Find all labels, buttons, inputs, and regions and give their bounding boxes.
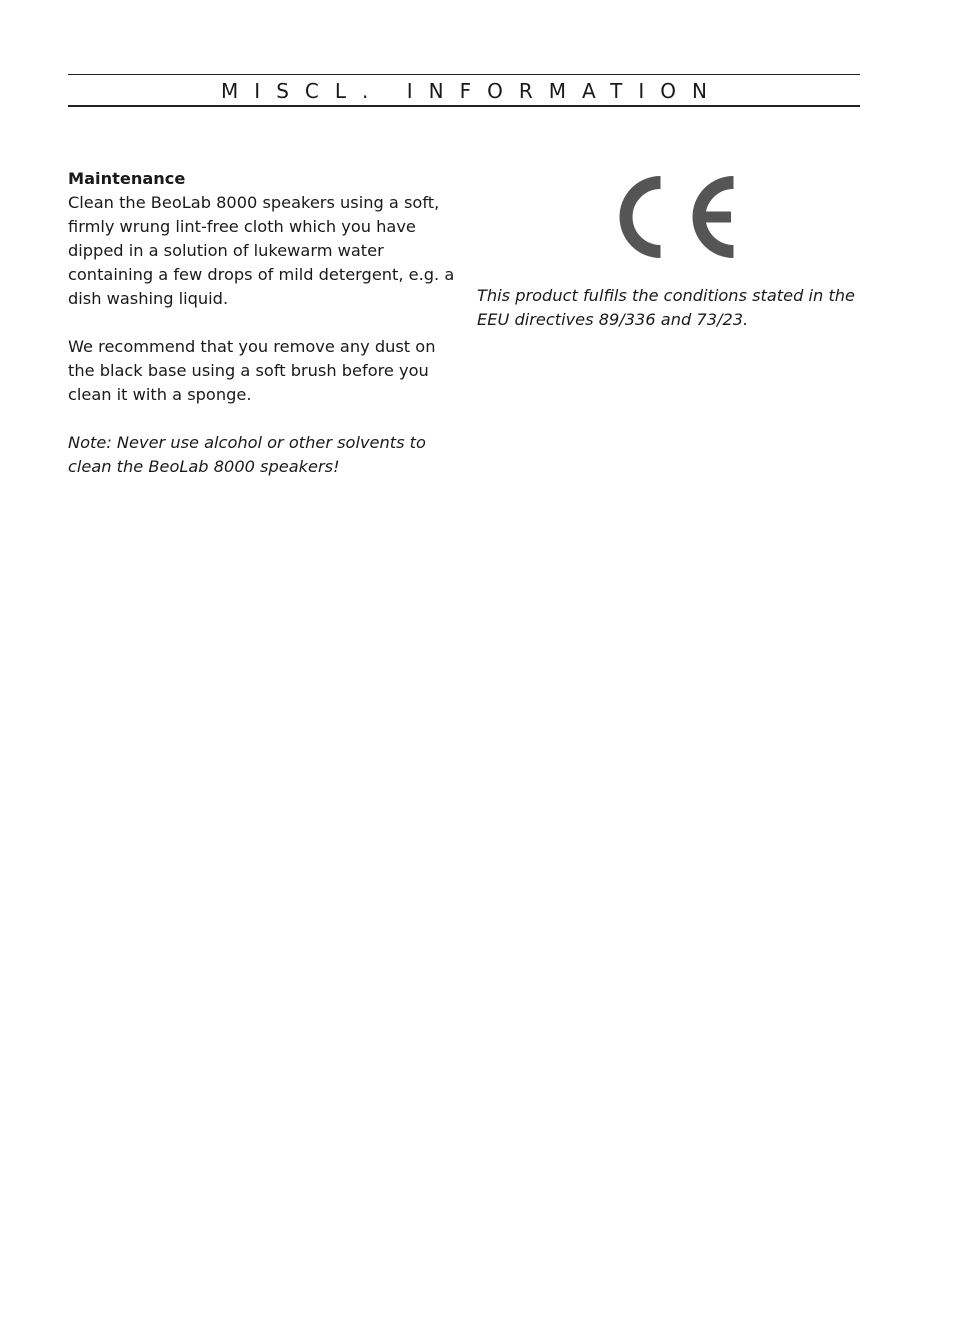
page-header xyxy=(68,74,860,107)
maintenance-paragraph-2: We recommend that you remove any dust on the black base using a soft brush before you clean it with a sponge. xyxy=(68,337,436,404)
maintenance-paragraph-1: Clean the BeoLab 8000 speakers using a soft, firmly wrung lint-free cloth which you have dipped in a solution of lukewarm water containing a few drops of mild detergent, e.g. a dish washing liquid. xyxy=(68,193,455,308)
compliance-section xyxy=(477,172,860,332)
maintenance-section xyxy=(68,167,458,503)
maintenance-intro xyxy=(68,167,458,311)
ce-mark-icon xyxy=(619,172,737,262)
maintenance-heading: Maintenance xyxy=(68,169,186,188)
compliance-statement: This product fulfils the conditions stated in the EEU directives 89/336 and 73/23. xyxy=(477,286,856,329)
maintenance-note: Note: Never use alcohol or other solvents to clean the BeoLab 8000 speakers! xyxy=(68,433,426,476)
page-title: MISCL. INFORMATION xyxy=(221,79,723,103)
